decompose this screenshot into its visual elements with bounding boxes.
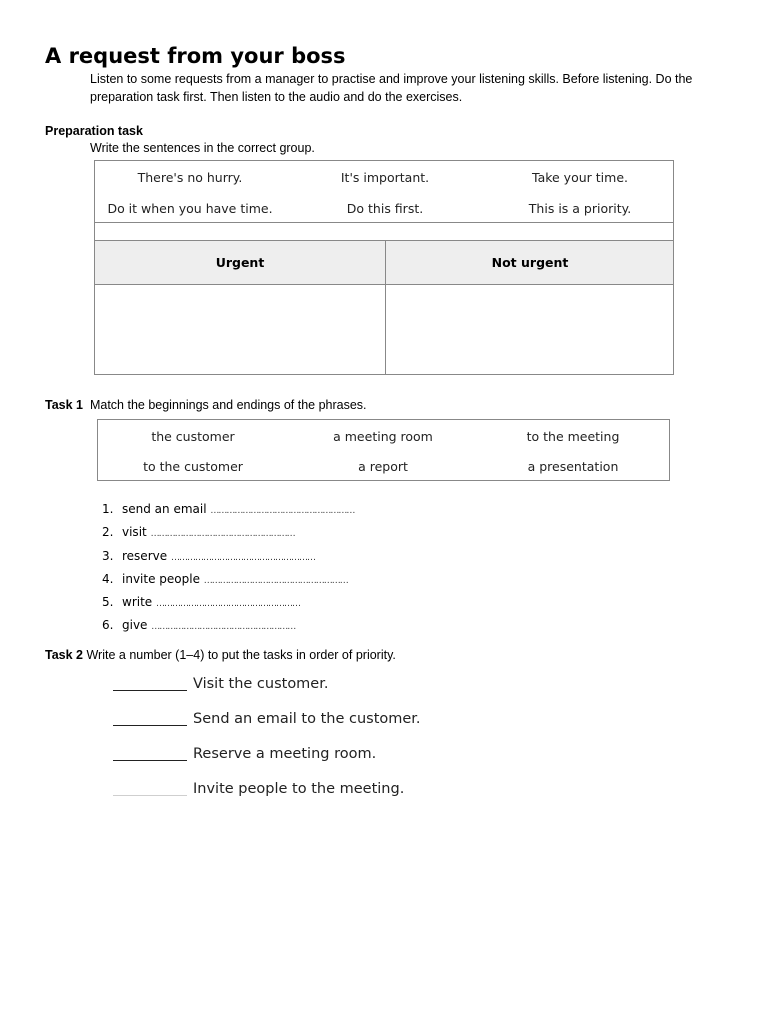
- list-item: 2. visit ………………………………………………: [102, 525, 295, 540]
- answer-blank[interactable]: ………………………………………………: [156, 599, 300, 610]
- table-divider: [95, 284, 673, 285]
- task2-label: Task 2: [45, 648, 83, 662]
- sentence-card: It's important.: [340, 170, 430, 185]
- list-item: 5. write ………………………………………………: [102, 595, 300, 610]
- sentence-card: This is a priority.: [528, 201, 632, 216]
- phrase-ending: a presentation: [527, 459, 619, 474]
- preparation-heading: Preparation task: [45, 124, 143, 138]
- phrase-ending: a report: [358, 459, 408, 474]
- priority-task-text: Visit the customer.: [193, 676, 329, 692]
- intro-text: Listen to some requests from a manager to practise and improve your listening skills. Before listening. Do the preparation task first. Then listen to the audio and do the exercises.: [90, 72, 693, 104]
- phrase-ending: a meeting room: [333, 429, 433, 444]
- not-urgent-column-header: Not urgent: [491, 255, 569, 270]
- answer-blank[interactable]: ………………………………………………: [151, 622, 296, 633]
- table-divider: [95, 240, 673, 241]
- page-title: A request from your boss: [45, 44, 346, 68]
- sentence-card: There's no hurry.: [137, 170, 243, 185]
- priority-task-text: Invite people to the meeting.: [193, 781, 405, 797]
- preparation-instruction: Write the sentences in the correct group.: [90, 141, 315, 155]
- phrase-ending: to the meeting: [526, 429, 620, 444]
- list-item: 4. invite people ………………………………………………: [102, 571, 348, 586]
- task1-heading: [45, 398, 367, 412]
- answer-blank[interactable]: ………………………………………………: [203, 575, 348, 586]
- priority-answer-line[interactable]: [113, 690, 187, 691]
- list-item: 1. send an email ………………………………………………: [102, 502, 355, 516]
- phrase-endings-box: [97, 419, 670, 481]
- list-item: 3. reserve ………………………………………………: [102, 548, 315, 563]
- phrase-ending: the customer: [151, 429, 235, 444]
- priority-task-text: Reserve a meeting room.: [193, 746, 377, 762]
- priority-task-text: Send an email to the customer.: [193, 711, 421, 727]
- list-item: 6. give ………………………………………………: [102, 618, 296, 633]
- priority-answer-line[interactable]: [113, 760, 187, 761]
- priority-answer-line[interactable]: [113, 795, 187, 796]
- sentence-card: Do this first.: [346, 201, 424, 216]
- task2-heading: [45, 648, 396, 662]
- sentence-card: Do it when you have time.: [107, 201, 273, 216]
- answer-blank[interactable]: ………………………………………………: [170, 552, 315, 563]
- matching-list: [102, 500, 354, 640]
- priority-answer-line[interactable]: [113, 725, 187, 726]
- answer-blank[interactable]: ………………………………………………: [150, 529, 295, 540]
- sorting-table: [94, 160, 674, 375]
- task1-label: Task 1: [45, 398, 83, 412]
- table-divider: [95, 222, 673, 223]
- answer-blank[interactable]: ………………………………………………: [210, 506, 355, 516]
- sentence-card: Take your time.: [532, 170, 628, 185]
- task1-instruction: Match the beginnings and endings of the phrases.: [89, 398, 367, 412]
- urgent-column-header: Urgent: [215, 255, 265, 270]
- phrase-ending: to the customer: [143, 459, 243, 474]
- task2-instruction: Write a number (1–4) to put the tasks in order of priority.: [86, 648, 396, 662]
